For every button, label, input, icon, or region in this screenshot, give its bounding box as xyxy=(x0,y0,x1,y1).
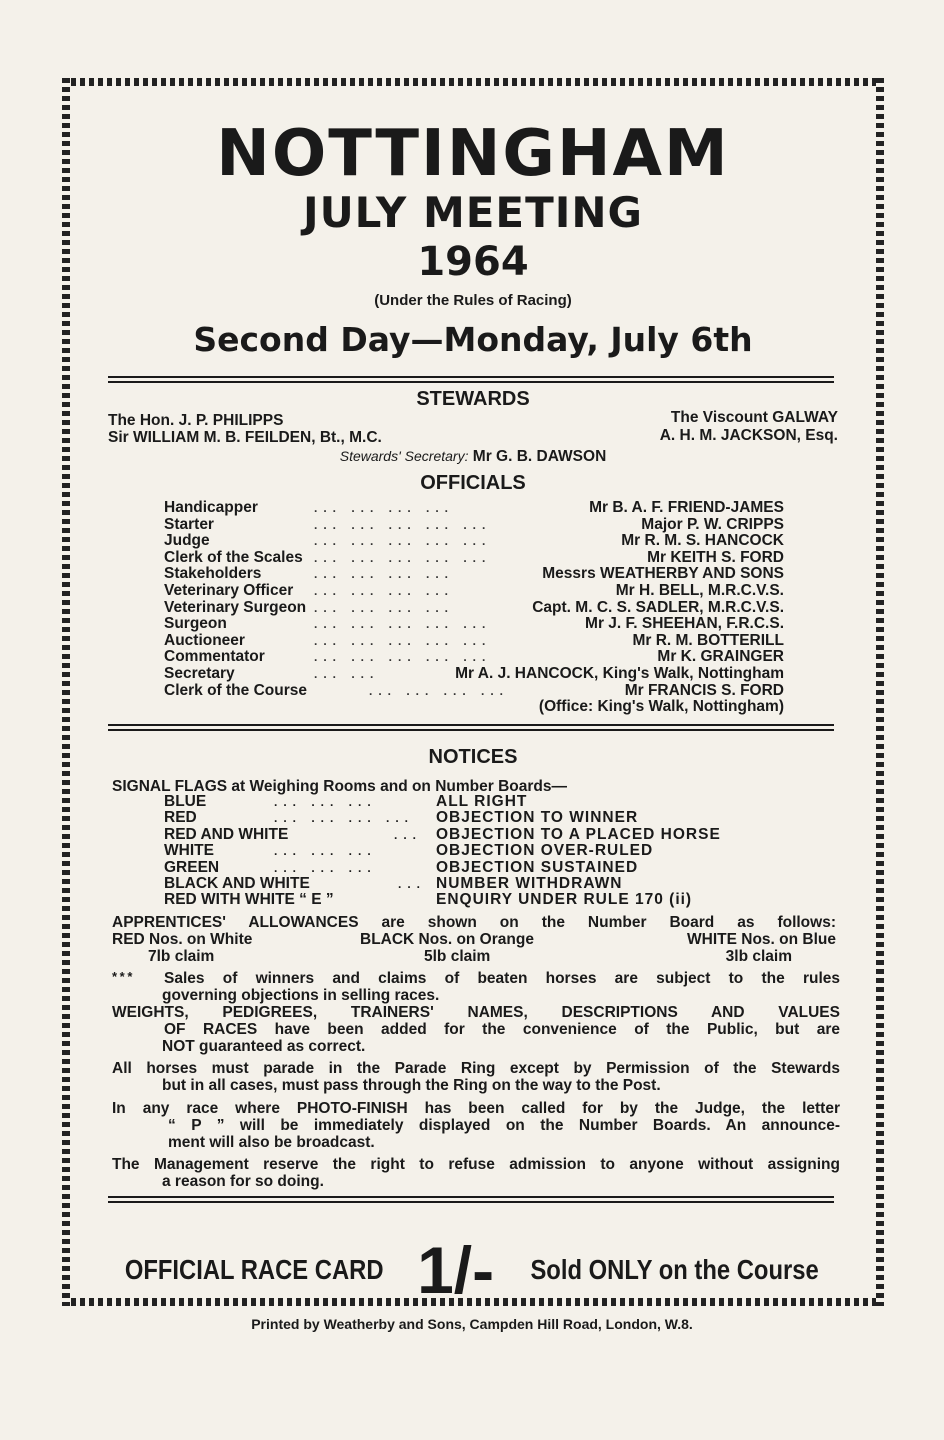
leader-dots: ... ... ... ... xyxy=(314,567,455,582)
apprentice-label: RED Nos. on White xyxy=(112,931,253,948)
officials-table xyxy=(164,500,784,699)
leader-dots: ... ... ... ... xyxy=(274,811,415,826)
official-name: Messrs WEATHERBY AND SONS xyxy=(538,566,784,583)
race-card xyxy=(76,92,870,1307)
flag-row xyxy=(164,876,724,892)
leader-dots: ... ... ... ... ... xyxy=(314,534,492,549)
leader-dots: ... ... ... xyxy=(274,795,377,809)
stewards-secretary-label: Stewards' Secretary: xyxy=(339,448,469,464)
flag-colour: RED AND WHITE xyxy=(164,825,289,843)
management-notice xyxy=(112,1156,840,1190)
official-name: Major P. W. CRIPPS xyxy=(637,517,784,534)
sales-mark: * * * xyxy=(112,969,133,984)
course-office: (Office: King's Walk, Nottingham) xyxy=(538,698,784,715)
flag-meaning: ALL RIGHT xyxy=(436,793,528,810)
leader-dots: ... ... ... xyxy=(274,844,377,859)
apprentice-label: BLACK Nos. on Orange xyxy=(360,931,534,948)
management-line: The Management reserve the right to refuse admission to anyone without assigning xyxy=(112,1156,840,1173)
sales-notice xyxy=(112,970,840,1004)
leader-dots: ... ... ... ... xyxy=(314,583,455,598)
official-name: Mr B. A. F. FRIEND-JAMES xyxy=(585,500,784,517)
stewards-heading: STEWARDS xyxy=(416,388,530,410)
border-right xyxy=(876,78,884,1306)
official-name: Mr K. GRAINGER xyxy=(653,649,784,666)
flag-row xyxy=(164,892,724,908)
apprentice-claim: 7lb claim xyxy=(148,948,215,965)
stewards-secretary xyxy=(76,448,870,466)
flag-colour: RED WITH WHITE “ E ” xyxy=(164,891,334,909)
notices-heading: NOTICES xyxy=(428,746,518,768)
apprentice-claim: 5lb claim xyxy=(424,948,491,965)
signal-flags-heading: SIGNAL FLAGS at Weighing Rooms and on Number Boards— xyxy=(112,778,567,795)
official-role: Veterinary Officer xyxy=(164,581,294,599)
apprentice-claim: 3lb claim xyxy=(725,948,792,965)
photo-finish-notice xyxy=(112,1100,840,1151)
official-name: Capt. M. C. S. SADLER, M.R.C.V.S. xyxy=(528,600,784,617)
flag-colour: WHITE xyxy=(164,842,214,860)
leader-dots: ... xyxy=(398,876,427,891)
steward-right-2: A. H. M. JACKSON, Esq. xyxy=(659,427,838,444)
official-row xyxy=(164,566,784,583)
official-row xyxy=(164,683,784,700)
weights-line: NOT guaranteed as correct. xyxy=(162,1038,366,1055)
official-role: Clerk of the Scales xyxy=(164,548,303,566)
steward-left-1: The Hon. J. P. PHILIPPS xyxy=(108,412,284,429)
official-row xyxy=(164,583,784,600)
leader-dots: ... ... ... ... xyxy=(314,501,455,515)
official-role: Surgeon xyxy=(164,615,227,633)
weights-line: WEIGHTS, PEDIGREES, TRAINERS' NAMES, DESCRIPTIONS AND VALUES xyxy=(112,1004,840,1021)
official-role: Clerk of the Course xyxy=(164,681,307,699)
officials-heading: OFFICIALS xyxy=(420,472,526,494)
flag-colour: BLUE xyxy=(164,793,207,810)
parade-line: All horses must parade in the Parade Ring except by Permission of the Stewards xyxy=(112,1060,840,1077)
photo-line: “ P ” will be immediately displayed on the Number Boards. An announce- xyxy=(168,1117,840,1134)
leader-dots: ... ... xyxy=(314,666,380,681)
official-name: Mr FRANCIS S. FORD xyxy=(621,683,784,700)
flag-meaning: OBJECTION TO WINNER xyxy=(436,809,639,827)
weights-line: OF RACES have been added for the convenience of the Public, but are xyxy=(164,1021,840,1038)
official-name: Mr H. BELL, M.R.C.V.S. xyxy=(612,583,784,600)
official-name: Mr J. F. SHEEHAN, F.R.C.S. xyxy=(581,616,784,633)
apprentices-heading: APPRENTICES' ALLOWANCES are shown on the Number Board as follows: xyxy=(112,914,836,931)
official-name: Mr A. J. HANCOCK, King's Walk, Nottingham xyxy=(451,666,784,683)
steward-left-2: Sir WILLIAM M. B. FEILDEN, Bt., M.C. xyxy=(108,429,382,446)
meeting-title: JULY MEETING xyxy=(302,188,644,237)
flag-colour: RED xyxy=(164,809,197,827)
leader-dots: ... ... ... ... ... xyxy=(314,633,492,648)
official-role: Veterinary Surgeon xyxy=(164,598,307,616)
official-row xyxy=(164,649,784,666)
race-card-price: 1/- xyxy=(417,1233,495,1307)
flag-row xyxy=(164,810,724,826)
race-card-label: OFFICIAL RACE CARD xyxy=(125,1254,384,1285)
sold-only-label: Sold ONLY on the Course xyxy=(530,1254,819,1285)
flag-meaning: OBJECTION SUSTAINED xyxy=(436,858,639,876)
divider xyxy=(108,376,834,383)
apprentices-claims xyxy=(112,948,836,965)
official-role: Secretary xyxy=(164,664,235,682)
official-race-card-line xyxy=(76,1232,870,1308)
flag-meaning: ENQUIRY UNDER RULE 170 (ii) xyxy=(436,891,693,909)
management-line: a reason for so doing. xyxy=(162,1173,324,1190)
official-name: Mr R. M. BOTTERILL xyxy=(628,633,784,650)
signal-flags-list xyxy=(164,794,724,909)
flag-row xyxy=(164,794,724,810)
divider xyxy=(108,724,834,731)
flag-meaning: OBJECTION TO A PLACED HORSE xyxy=(436,825,721,843)
flag-colour: GREEN xyxy=(164,858,220,876)
official-role: Handicapper xyxy=(164,499,258,516)
flag-row xyxy=(164,827,724,843)
sales-line: Sales of winners and claims of beaten horses are subject to the rules xyxy=(164,970,840,987)
official-row xyxy=(164,500,784,517)
leader-dots: ... ... ... ... xyxy=(369,683,510,698)
apprentices-labels xyxy=(112,931,836,948)
steward-right-1: The Viscount GALWAY xyxy=(670,409,838,426)
apprentices-allowances xyxy=(112,914,836,965)
official-name: Mr R. M. S. HANCOCK xyxy=(617,533,784,550)
flag-meaning: OBJECTION OVER-RULED xyxy=(436,842,654,860)
leader-dots: ... ... ... ... ... xyxy=(314,550,492,565)
divider xyxy=(108,1196,834,1203)
official-role: Auctioneer xyxy=(164,631,245,649)
official-role: Starter xyxy=(164,515,214,533)
border-top xyxy=(62,78,884,86)
photo-line: ment will also be broadcast. xyxy=(168,1134,375,1151)
leader-dots: ... ... ... ... ... xyxy=(314,617,492,632)
leader-dots: ... ... ... ... ... xyxy=(314,517,492,532)
flag-colour: BLACK AND WHITE xyxy=(164,874,310,892)
flag-meaning: NUMBER WITHDRAWN xyxy=(436,874,623,892)
official-role: Commentator xyxy=(164,648,265,666)
printer-credit: Printed by Weatherby and Sons, Campden Hill Road, London, W.8. xyxy=(251,1316,693,1332)
official-row xyxy=(164,533,784,550)
official-role: Stakeholders xyxy=(164,565,262,583)
flag-row xyxy=(164,843,724,859)
weights-notice xyxy=(112,1004,840,1055)
official-row xyxy=(164,616,784,633)
flag-row xyxy=(164,860,724,876)
parade-line: but in all cases, must pass through the Ring on the way to the Post. xyxy=(162,1077,661,1094)
year-title: 1964 xyxy=(417,239,529,285)
day-title: Second Day—Monday, July 6th xyxy=(193,320,753,359)
rules-note: (Under the Rules of Racing) xyxy=(374,292,572,309)
official-row xyxy=(164,550,784,567)
apprentice-label: WHITE Nos. on Blue xyxy=(687,931,836,948)
official-row xyxy=(164,633,784,650)
official-row xyxy=(164,666,784,683)
official-row xyxy=(164,600,784,617)
official-role: Judge xyxy=(164,532,210,550)
leader-dots: ... ... ... ... xyxy=(314,600,455,615)
leader-dots: ... ... ... ... ... xyxy=(314,650,492,665)
leader-dots: ... xyxy=(394,827,423,842)
photo-line: In any race where PHOTO-FINISH has been called for by the Judge, the letter xyxy=(112,1100,840,1117)
parade-notice xyxy=(112,1060,840,1094)
stewards-secretary-name: Mr G. B. DAWSON xyxy=(472,448,607,465)
leader-dots: ... ... ... xyxy=(274,860,377,875)
official-row xyxy=(164,517,784,534)
border-left xyxy=(62,78,70,1306)
city-title: NOTTINGHAM xyxy=(216,117,730,191)
official-name: Mr KEITH S. FORD xyxy=(643,550,784,567)
sales-line: governing objections in selling races. xyxy=(162,987,440,1004)
